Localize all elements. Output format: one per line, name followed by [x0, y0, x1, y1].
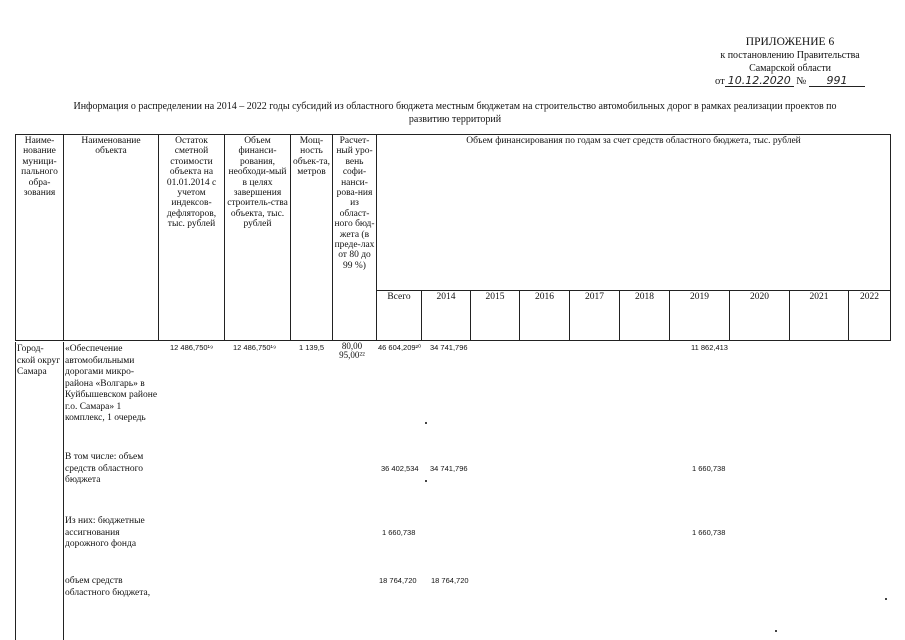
- document-title: Информация о распределении на 2014 – 2022 годы субсидий из областного бюджета местным бюджетам на строительство автомобильных дорог в рамках реализации проектов по развитию территорий: [73, 101, 837, 125]
- volume-value: 12 486,750¹⁹: [233, 343, 277, 352]
- subrow-regional-2019: 1 660,738: [692, 464, 726, 473]
- left-border: [15, 342, 16, 640]
- scan-speck: [885, 598, 887, 600]
- subrow-road-fund-label: Из них: бюджетные ассигнования дорожного фонда: [65, 516, 145, 549]
- year-header: 2017: [570, 291, 620, 341]
- scan-speck: [425, 422, 427, 424]
- scan-speck: [425, 480, 427, 482]
- number-label: №: [796, 76, 807, 87]
- subrow-regional-2014: 34 741,796: [430, 464, 468, 473]
- year-header: 2022: [849, 291, 891, 341]
- rate-value-1: 80,00: [341, 341, 363, 351]
- col-balance-header: Остаток сметной стоимости объекта на 01.01.2014 с учетом индексов-дефляторов, тыс. рублей: [159, 135, 225, 341]
- subrow-road-fund-total: 1 660,738: [382, 528, 416, 537]
- col-volume-header: Объем финанси-рования, необходи-мый в целях завершения строитель-ства объекта, тыс. рублей: [225, 135, 291, 341]
- order-line: [690, 75, 890, 88]
- year-2019-value: 11 862,413: [691, 343, 728, 352]
- balance-value: 12 486,750¹⁹: [170, 343, 214, 352]
- year-header: Всего: [377, 291, 422, 341]
- scan-speck: [775, 630, 777, 632]
- total-value: 46 604,209²⁰: [378, 343, 422, 352]
- subrow-regional-2-2014: 18 764,720: [431, 576, 469, 585]
- appendix-title: ПРИЛОЖЕНИЕ 6: [745, 36, 835, 48]
- order-number: 991: [809, 75, 865, 87]
- subrow-regional-total: 36 402,534: [381, 464, 419, 473]
- year-header: 2020: [730, 291, 790, 341]
- col-object-header: Наименование объекта: [64, 135, 159, 341]
- year-header: 2018: [620, 291, 670, 341]
- capacity-value: 1 139,5: [299, 343, 325, 352]
- rate-value-2: 95,00²²: [339, 350, 365, 360]
- subsidy-table-header: [15, 134, 891, 341]
- subrow-road-fund-2019: 1 660,738: [692, 528, 726, 537]
- object-name-cell: «Обеспечение автомобильными дорогами микро-района «Волгарь» в Куйбышевском районе г.о. Самара» 1 комплекс, 1 очередь: [65, 344, 158, 423]
- col-capacity-header: Мощ-ность объек-та, метров: [291, 135, 333, 341]
- municipality-cell: Город-ской округ Самара: [17, 344, 61, 377]
- resolution-line: к постановлению Правительства: [720, 50, 860, 61]
- appendix-header: [690, 36, 890, 88]
- subrow-regional-2-total: 18 764,720: [379, 576, 417, 585]
- subrow-regional-budget-label: В том числе: объем средств областного бюджета: [65, 452, 144, 485]
- year-header: 2019: [670, 291, 730, 341]
- col-rate-header: Расчет-ный уро-вень софи-нанси-рова-ния из област-ного бюд-жета (в преде-лах от 80 до 99 %): [333, 135, 377, 341]
- column-divider: [63, 342, 64, 640]
- funding-by-year-header: Объем финансирования по годам за счет средств областного бюджета, тыс. рублей: [377, 135, 891, 291]
- subrow-regional-budget-2-label: объем средств областного бюджета,: [65, 576, 151, 598]
- year-2014-value: 34 741,796: [430, 343, 468, 352]
- year-header: 2015: [471, 291, 520, 341]
- col-municipality-header: Наиме-нование муници-пального обра-зования: [16, 135, 64, 341]
- table-body: [15, 342, 890, 640]
- from-label: от: [715, 76, 725, 87]
- order-date: 10.12.2020: [725, 75, 794, 87]
- region-line: Самарской области: [749, 63, 831, 74]
- year-header: 2021: [790, 291, 849, 341]
- year-header: 2014: [422, 291, 471, 341]
- year-header: 2016: [520, 291, 570, 341]
